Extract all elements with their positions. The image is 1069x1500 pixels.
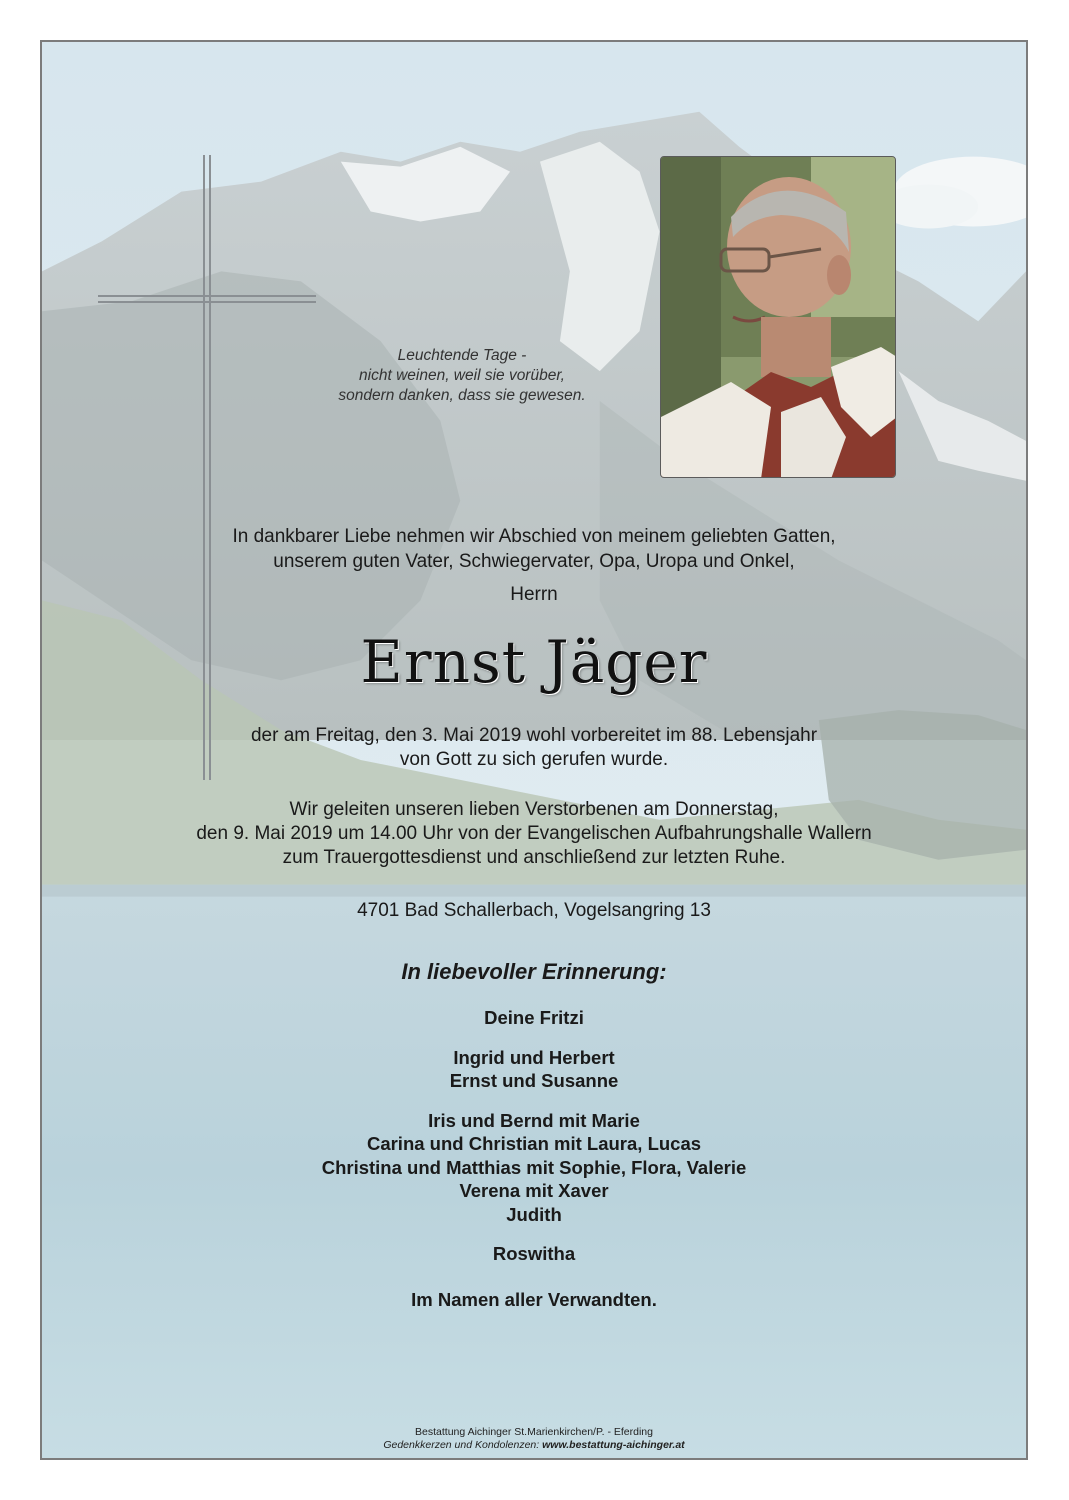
death-notice-line: von Gott zu sich gerufen wurde. bbox=[399, 749, 669, 770]
quote-line: Leuchtende Tage - bbox=[397, 347, 527, 364]
mourner-name: Deine Fritzi bbox=[484, 1007, 584, 1028]
condolence-label: Gedenkkerzen und Kondolenzen: bbox=[383, 1439, 543, 1451]
closing-line: Im Namen aller Verwandten. bbox=[411, 1289, 657, 1310]
mourner-group bbox=[42, 1006, 1026, 1030]
memory-heading: In liebevoller Erinnerung: bbox=[401, 959, 667, 984]
funeral-line: zum Trauergottesdienst und anschließend zur letzten Ruhe. bbox=[282, 847, 786, 868]
mourner-name: Roswitha bbox=[492, 1243, 576, 1264]
cross-icon-horizontal-bottom bbox=[98, 301, 316, 303]
mourner-name: Ingrid und Herbert bbox=[453, 1046, 615, 1068]
salutation: Herrn bbox=[510, 584, 558, 605]
cross-icon-horizontal-top bbox=[98, 295, 316, 297]
mourner-name: Judith bbox=[506, 1203, 562, 1225]
death-notice-line: der am Freitag, den 3. Mai 2019 wohl vorbereitet im 88. Lebensjahr bbox=[250, 725, 818, 746]
mourners-list bbox=[42, 1006, 1026, 1282]
portrait-image bbox=[661, 157, 896, 478]
portrait-photo bbox=[660, 156, 896, 478]
intro-line: unserem guten Vater, Schwiegervater, Opa, Uropa und Onkel, bbox=[273, 551, 795, 572]
quote-line: nicht weinen, weil sie vorüber, bbox=[359, 367, 565, 384]
intro-text bbox=[42, 524, 1026, 574]
funeral-home-line: Bestattung Aichinger St.Marienkirchen/P. - Eferding bbox=[415, 1426, 653, 1438]
mourner-name: Christina und Matthias mit Sophie, Flora, Valerie bbox=[321, 1156, 747, 1178]
intro-line: In dankbarer Liebe nehmen wir Abschied von meinem geliebten Gatten, bbox=[232, 526, 836, 547]
condolence-line bbox=[42, 1439, 1026, 1452]
quote-line: sondern danken, dass sie gewesen. bbox=[338, 387, 586, 404]
website-link[interactable]: www.bestattung-aichinger.at bbox=[542, 1439, 685, 1451]
funeral-line: den 9. Mai 2019 um 14.00 Uhr von der Evangelischen Aufbahrungshalle Wallern bbox=[196, 823, 872, 844]
memorial-quote bbox=[292, 346, 632, 406]
deceased-name: Ernst Jäger bbox=[360, 628, 708, 696]
mourner-group bbox=[42, 1242, 1026, 1266]
mourner-name: Verena mit Xaver bbox=[459, 1180, 609, 1201]
parte-card bbox=[40, 40, 1028, 1460]
mourner-name: Carina und Christian mit Laura, Lucas bbox=[366, 1133, 702, 1154]
footer bbox=[42, 1426, 1026, 1452]
mourner-name: Ernst und Susanne bbox=[449, 1070, 619, 1091]
address: 4701 Bad Schallerbach, Vogelsangring 13 bbox=[357, 900, 711, 921]
funeral-line: Wir geleiten unseren lieben Verstorbenen am Donnerstag, bbox=[289, 799, 779, 820]
funeral-info bbox=[42, 798, 1026, 870]
death-notice bbox=[42, 724, 1026, 772]
mourner-group bbox=[42, 1109, 1026, 1227]
mourner-name: Iris und Bernd mit Marie bbox=[428, 1109, 640, 1131]
mourner-group bbox=[42, 1046, 1026, 1093]
